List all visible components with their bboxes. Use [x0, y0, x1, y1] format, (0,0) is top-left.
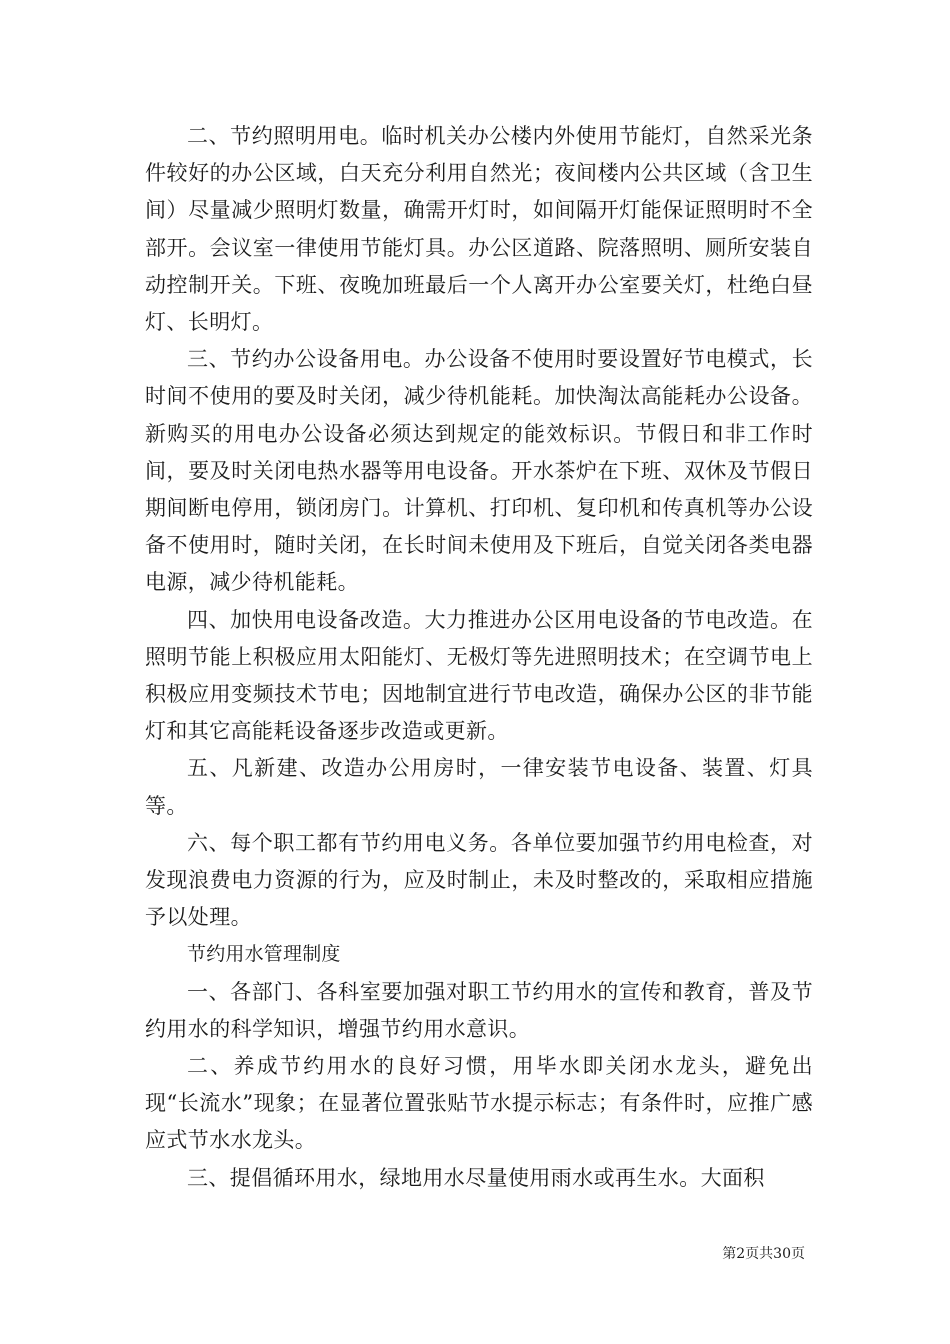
page-number-footer — [0, 1243, 950, 1263]
paragraph-equipment-upgrade: 四、加快用电设备改造。大力推进办公区用电设备的节电改造。在照明节能上积极应用太阳能灯、无极灯等先进照明技术；在空调节电上积极应用变频技术节电；因地制宜进行节电改造，确保办公区的非节能灯和其它高能耗设备逐步改造或更新。 — [145, 607, 813, 744]
section-heading-water: 节约用水管理制度 — [187, 943, 341, 966]
paragraph-staff-duty: 六、每个职工都有节约用电义务。各单位要加强节约用电检查，对发现浪费电力资源的行为，应及时制止，未及时整改的，采取相应措施予以处理。 — [145, 830, 813, 930]
paragraph-new-construction: 五、凡新建、改造办公用房时，一律安装节电设备、装置、灯具等。 — [145, 756, 813, 818]
paragraph-lighting: 二、节约照明用电。临时机关办公楼内外使用节能灯，自然采光条件较好的办公区域，白天充分利用自然光；夜间楼内公共区域（含卫生间）尽量减少照明灯数量，确需开灯时，如间隔开灯能保证照明时不全部开。会议室一律使用节能灯具。办公区道路、院落照明、厕所安装自动控制开关。下班、夜晚加班最后一个人离开办公室要关灯，杜绝白昼灯、长明灯。 — [145, 124, 813, 335]
document-body — [145, 118, 813, 1197]
paragraph-water-education: 一、各部门、各科室要加强对职工节约用水的宣传和教育，普及节约用水的科学知识，增强节约用水意识。 — [145, 979, 813, 1041]
paragraph-water-habits: 二、养成节约用水的良好习惯，用毕水即关闭水龙头，避免出现“长流水”现象；在显著位置张贴节水提示标志；有条件时，应推广感应式节水水龙头。 — [145, 1054, 813, 1153]
page-number-label: 第2页共30页 — [722, 1246, 805, 1262]
paragraph-office-equipment: 三、节约办公设备用电。办公设备不使用时要设置好节电模式，长时间不使用的要及时关闭，减少待机能耗。加快淘汰高能耗办公设备。新购买的用电办公设备必须达到规定的能效标识。节假日和非工作时间，要及时关闭电热水器等用电设备。开水茶炉在下班、双休及节假日期间断电停用，锁闭房门。计算机、打印机、复印机和传真机等办公设备不使用时，随时关闭，在长时间未使用及下班后，自觉关闭各类电器电源，减少待机能耗。 — [145, 347, 813, 595]
paragraph-water-recycling: 三、提倡循环用水，绿地用水尽量使用雨水或再生水。大面积 — [187, 1165, 765, 1190]
